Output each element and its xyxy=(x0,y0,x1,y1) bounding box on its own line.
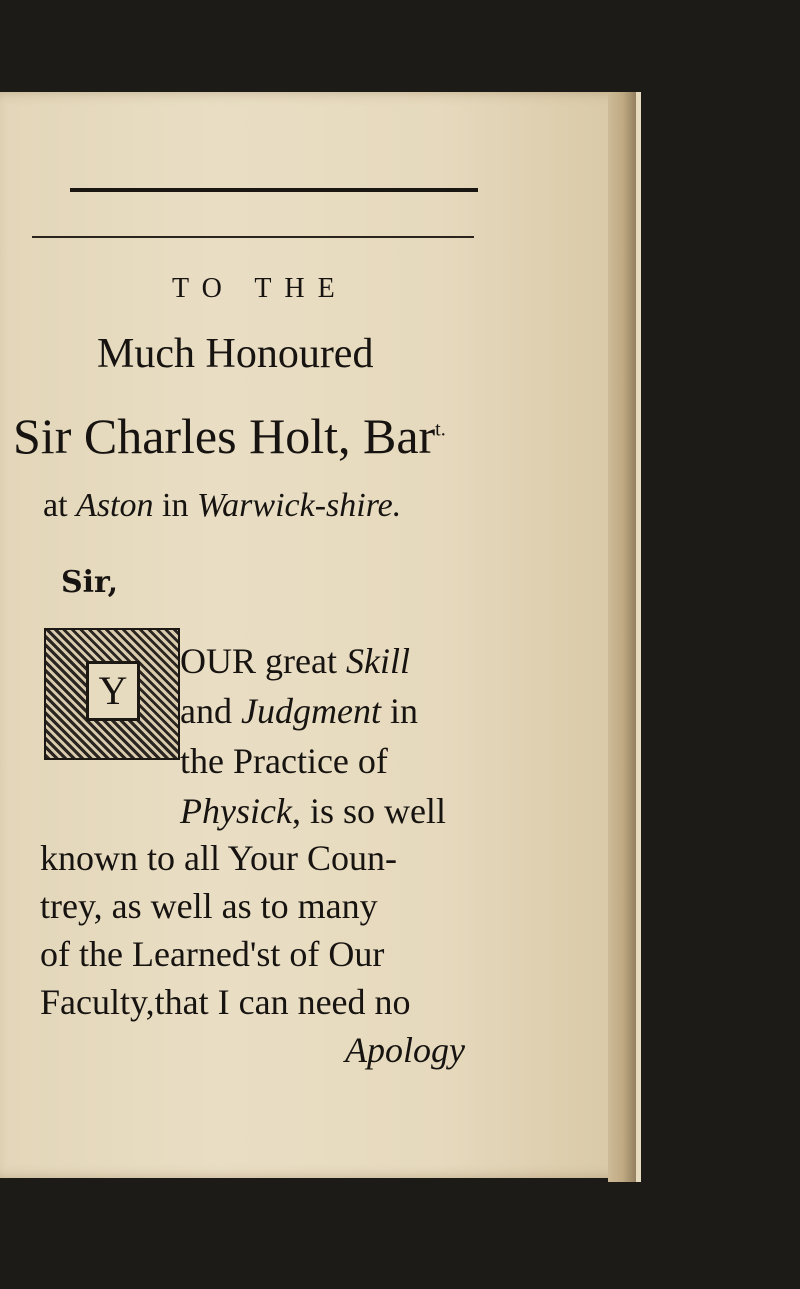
page-fore-edge xyxy=(636,92,641,1182)
body-text: and xyxy=(180,691,241,731)
dropcap-letter: Y xyxy=(86,661,140,721)
body-line-2 xyxy=(180,690,418,732)
at-word: at xyxy=(43,487,77,524)
much-honoured-line: Much Honoured xyxy=(97,331,374,377)
body-line-1 xyxy=(180,640,410,682)
body-line-4 xyxy=(180,790,446,832)
in-word: in xyxy=(153,487,197,524)
body-line-3: the Practice of xyxy=(180,741,388,781)
dedication-heading: TO THE xyxy=(172,273,348,304)
top-rule-thin xyxy=(32,236,474,238)
place-name: Aston xyxy=(76,487,154,524)
body-italic: Judgment xyxy=(240,691,381,731)
body-line-8: Faculty,that I can need no xyxy=(40,982,411,1022)
body-text: OUR great xyxy=(180,641,346,681)
body-line-6: trey, as well as to many xyxy=(40,886,378,926)
dedicatee-place xyxy=(43,487,401,525)
body-text: in xyxy=(380,691,418,731)
body-italic: Physick xyxy=(180,791,292,831)
page-gutter-shadow xyxy=(608,92,638,1182)
top-rule-thick xyxy=(70,188,478,192)
salutation: Sir, xyxy=(61,565,119,600)
body-text: , is so well xyxy=(291,791,446,831)
dedicatee-name xyxy=(13,407,446,465)
body-italic: Skill xyxy=(345,641,410,681)
body-line-5: known to all Your Coun- xyxy=(40,838,398,878)
body-line-7: of the Learned'st of Our xyxy=(40,934,385,974)
ornamental-initial xyxy=(44,628,180,760)
catchword: Apology xyxy=(345,1030,465,1070)
county-name: Warwick-shire. xyxy=(196,487,402,524)
dedicatee-name-text: Sir Charles Holt, Bar xyxy=(13,408,436,464)
dedicatee-title-sup: t. xyxy=(435,418,446,441)
